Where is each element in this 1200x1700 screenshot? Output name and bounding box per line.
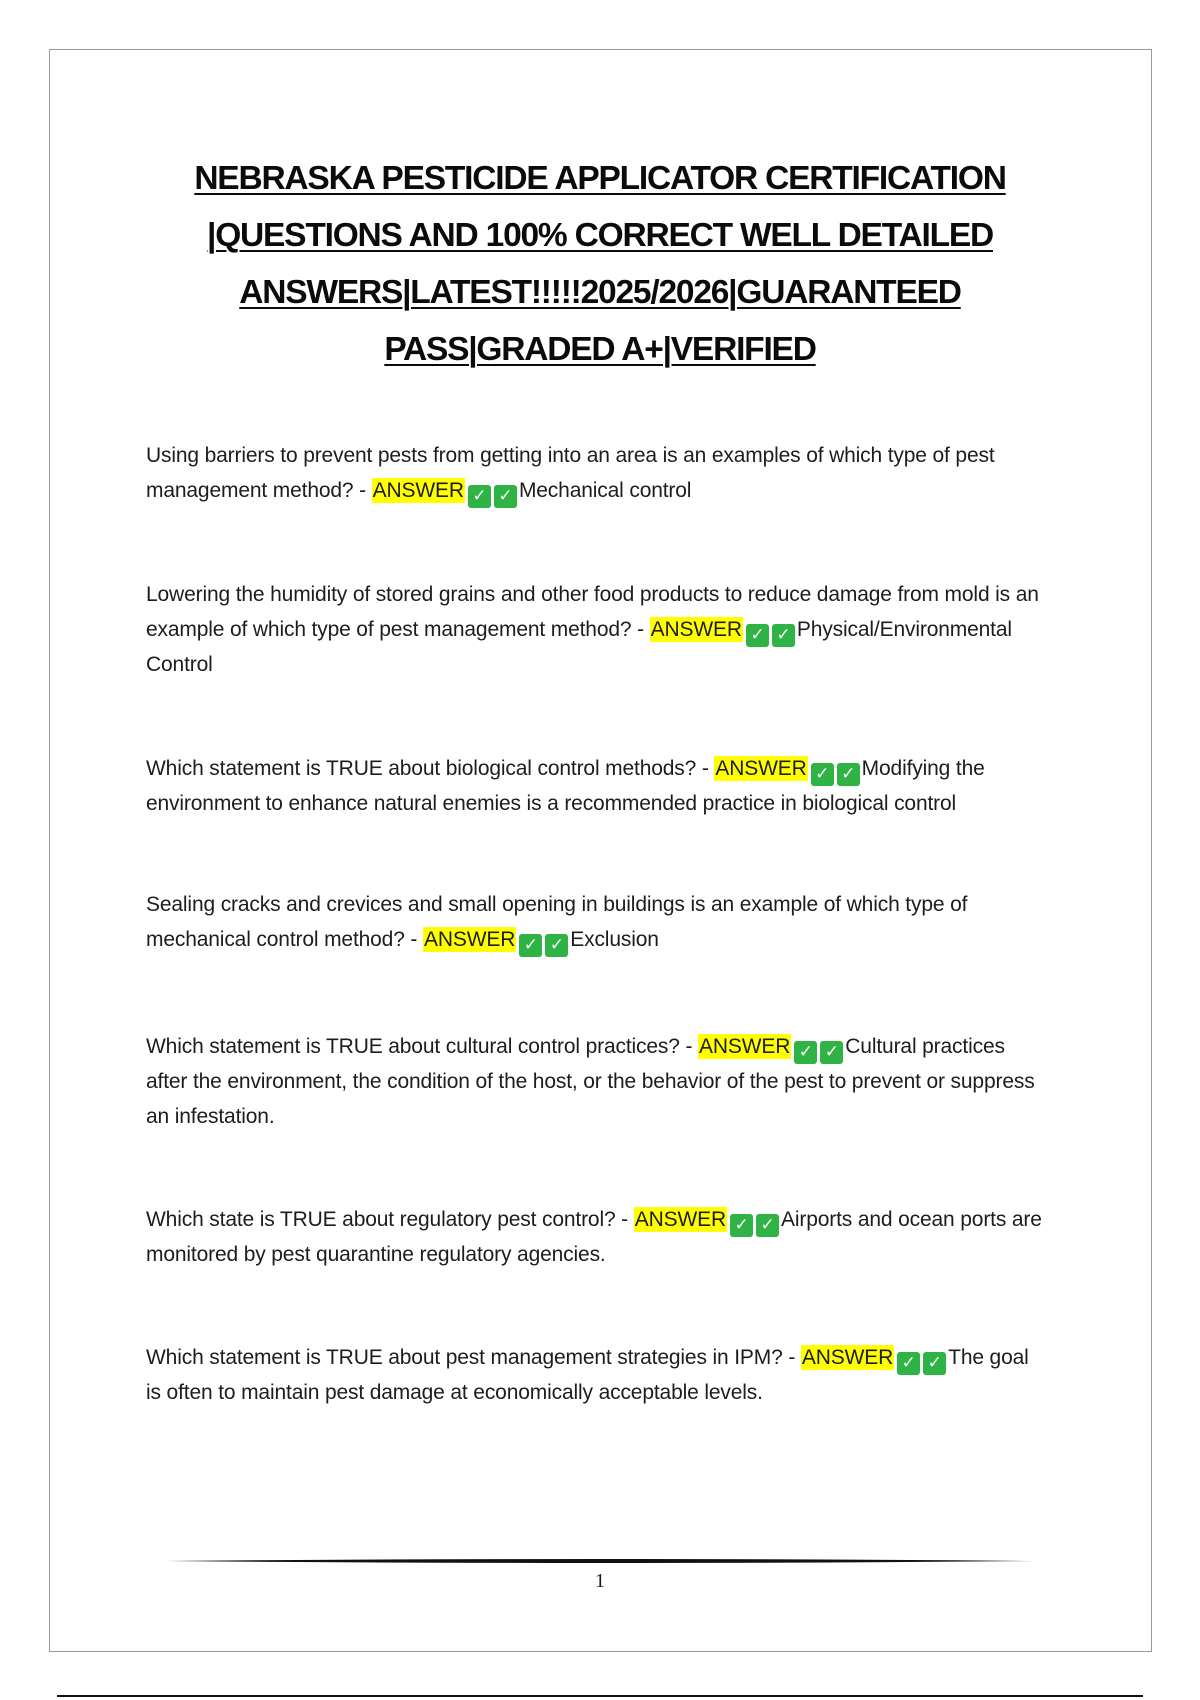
qa-item	[146, 1029, 1046, 1134]
answer-highlight: ANSWER	[801, 1346, 894, 1369]
green-checkmark-box-icon: ✓	[545, 934, 568, 957]
answer-highlight: ANSWER	[650, 618, 742, 641]
qa-item	[146, 887, 1046, 957]
footer-divider	[166, 1558, 1034, 1564]
answer-highlight: ANSWER	[634, 1208, 726, 1231]
green-checkmark-box-icon: ✓	[794, 1041, 817, 1064]
question-text: Which state is TRUE about regulatory pest control? -	[146, 1208, 634, 1231]
page-number: 1	[595, 1570, 605, 1592]
title-line: |QUESTIONS AND 100% CORRECT WELL DETAILED	[207, 217, 993, 254]
question-text: Which statement is TRUE about cultural control practices? -	[146, 1035, 699, 1058]
bottom-divider	[57, 1695, 1143, 1697]
green-checkmark-box-icon: ✓	[519, 934, 542, 957]
qa-item	[146, 577, 1046, 682]
green-checkmark-box-icon: ✓	[772, 624, 795, 647]
green-checkmark-box-icon: ✓	[897, 1352, 920, 1375]
question-text: Sealing cracks and crevices and small opening in buildings is an example of which type of mechanical control method? -	[146, 893, 968, 951]
qa-item	[146, 1340, 1046, 1410]
answer-text: Modifying the environment to enhance natural enemies is a recommended practice in biological control	[146, 757, 985, 815]
green-checkmark-box-icon: ✓	[923, 1352, 946, 1375]
green-checkmark-box-icon: ✓	[746, 624, 769, 647]
green-checkmark-box-icon: ✓	[811, 763, 834, 786]
title-line: PASS|GRADED A+|VERIFIED	[384, 331, 816, 368]
green-checkmark-box-icon: ✓	[837, 763, 860, 786]
green-checkmark-box-icon: ✓	[820, 1041, 843, 1064]
answer-text: Exclusion	[570, 928, 659, 951]
qa-item	[146, 751, 1046, 821]
title-line: ANSWERS|LATEST!!!!!2025/2026|GUARANTEED	[239, 274, 961, 311]
green-checkmark-box-icon: ✓	[756, 1214, 779, 1237]
qa-item	[146, 438, 1046, 508]
answer-text: Cultural practices after the environment, the condition of the host, or the behavior of the pest to prevent or suppress an infestation.	[146, 1035, 1035, 1128]
question-text: Lowering the humidity of stored grains and other food products to reduce damage from mold is an example of which type of pest management method? -	[146, 583, 1039, 641]
question-text: Which statement is TRUE about biological control methods? -	[146, 757, 715, 780]
title-line: NEBRASKA PESTICIDE APPLICATOR CERTIFICATION	[194, 160, 1006, 197]
answer-highlight: ANSWER	[372, 479, 464, 502]
answer-text: Mechanical control	[518, 479, 692, 502]
answer-text: Airports and ocean ports are monitored by pest quarantine regulatory agencies.	[146, 1208, 1042, 1266]
question-text: Which statement is TRUE about pest management strategies in IPM? -	[146, 1346, 801, 1369]
answer-highlight: ANSWER	[699, 1035, 791, 1058]
answer-text: The goal is often to maintain pest damage at economically acceptable levels.	[146, 1346, 1029, 1404]
document-title	[146, 150, 1054, 378]
question-text: Using barriers to prevent pests from getting into an area is an examples of which type of pest management method? -	[146, 444, 995, 502]
green-checkmark-box-icon: ✓	[468, 485, 491, 508]
green-checkmark-box-icon: ✓	[494, 485, 517, 508]
answer-highlight: ANSWER	[423, 928, 516, 951]
answer-text: Physical/Environmental Control	[146, 618, 1012, 676]
green-checkmark-box-icon: ✓	[730, 1214, 753, 1237]
qa-item	[146, 1202, 1046, 1272]
answer-highlight: ANSWER	[715, 757, 807, 780]
